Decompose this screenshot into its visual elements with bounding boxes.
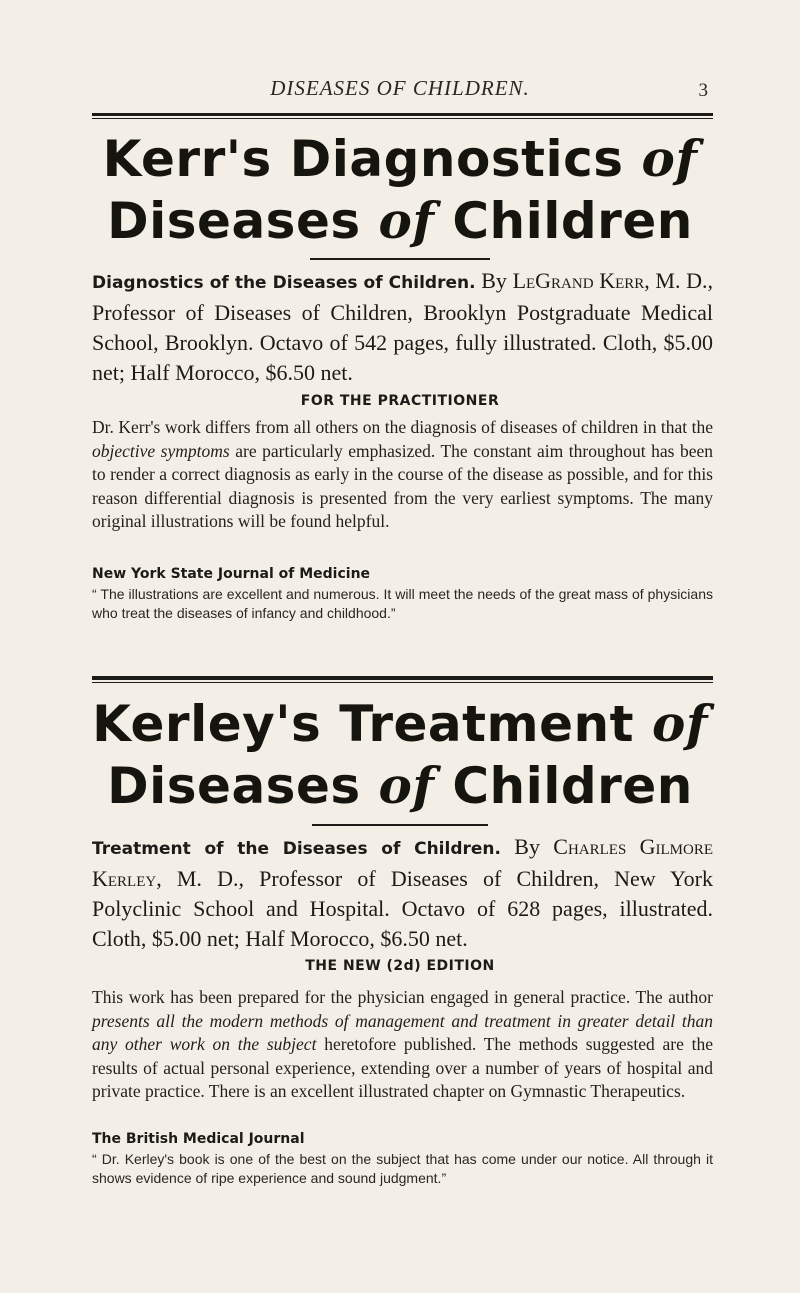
- book2-body-text: heretofore published. The methods suggested are the results of actual personal experience, extending over a number of years of hospital and private practice. There is an excellent illustrated chapter on Gymnastic Therapeutics.: [92, 1034, 714, 1101]
- book2-lead: Treatment of the Diseases of Children.: [92, 839, 501, 859]
- book2-body-italic: presents all the modern methods of management and treatment in greater detail than any other work on the subject: [92, 1010, 713, 1054]
- book1-subhead: FOR THE PRACTITIONER: [300, 393, 500, 409]
- section-divider: [92, 676, 713, 683]
- book2-title-line1: [0, 693, 800, 755]
- book1-title-word: Kerr's: [102, 130, 272, 188]
- book1-body-italic: objective symptoms: [92, 440, 230, 461]
- book2-title-of: of: [378, 756, 435, 815]
- book2-details: M. D., Professor of Diseases of Children, New York Polyclinic School and Hospital. Octavo of 628 pages, illustrated. Cloth, $5.00 net; Half Morocco, $6.50 net.: [92, 866, 714, 951]
- book2-title-word: Treatment: [339, 695, 635, 753]
- page-number: 3: [698, 80, 708, 101]
- book2-review-source: The British Medical Journal: [92, 1131, 305, 1147]
- book1-title-rule: [310, 258, 490, 260]
- book2-title-word: Kerley's: [92, 695, 322, 753]
- book1-description: [92, 266, 713, 388]
- book2-title-of: of: [651, 694, 708, 753]
- book2-review-quote: “ Dr. Kerley's book is one of the best on the subject that has come under our notice. All through it shows evidence of ripe experience and sound judgment.”: [92, 1151, 713, 1186]
- running-head: DISEASES OF CHILDREN.: [270, 76, 530, 100]
- book1-title-of: of: [378, 191, 435, 250]
- book1-title-line1: [0, 128, 800, 190]
- book2-title-word: Children: [452, 757, 693, 815]
- book2-subhead: THE NEW (2d) EDITION: [305, 958, 495, 974]
- book1-lead: Diagnostics of the Diseases of Children.: [92, 273, 476, 293]
- book1-title-line2: [0, 190, 800, 252]
- book1-title-word: Children: [452, 192, 693, 250]
- book2-title-line2: [0, 755, 800, 817]
- book1-title-of: of: [641, 129, 698, 188]
- book1-body: [92, 416, 713, 534]
- book2-description: [92, 832, 713, 954]
- book1-title-word: Diseases: [107, 192, 361, 250]
- book2-author: Charles Gilmore Kerley,: [92, 834, 713, 891]
- book2-body-text: This work has been prepared for the physician engaged in general practice. The author: [92, 987, 713, 1007]
- book2-body: [92, 986, 713, 1104]
- book1-author: LeGrand Kerr,: [512, 268, 650, 293]
- book1-body-text: are particularly emphasized. The constant aim throughout has been to render a correct diagnosis as early in the course of the disease as possible, and for this reason differential diagnosis is presented from the very earliest symptoms. The many original illustrations will be found helpful.: [92, 440, 713, 531]
- book2-by: By: [514, 834, 540, 859]
- book1-details: M. D., Professor of Diseases of Children, Brooklyn Postgraduate Medical School, Brooklyn. Octavo of 542 pages, fully illustrated. Cloth, $5.00 net; Half Morocco, $6.50 net.: [92, 268, 714, 385]
- book1-title-word: Diagnostics: [289, 130, 624, 188]
- book1-by: By: [481, 268, 507, 293]
- book1-review-quote: “ The illustrations are excellent and numerous. It will meet the needs of the great mass of physicians who treat the diseases of infancy and childhood.”: [92, 586, 713, 621]
- book2-title-word: Diseases: [107, 757, 361, 815]
- book1-body-text: Dr. Kerr's work differs from all others on the diagnosis of diseases of children in that the: [92, 417, 713, 437]
- book1-review-source: New York State Journal of Medicine: [92, 566, 371, 582]
- book2-title-rule: [312, 824, 488, 826]
- top-rule: [92, 113, 713, 119]
